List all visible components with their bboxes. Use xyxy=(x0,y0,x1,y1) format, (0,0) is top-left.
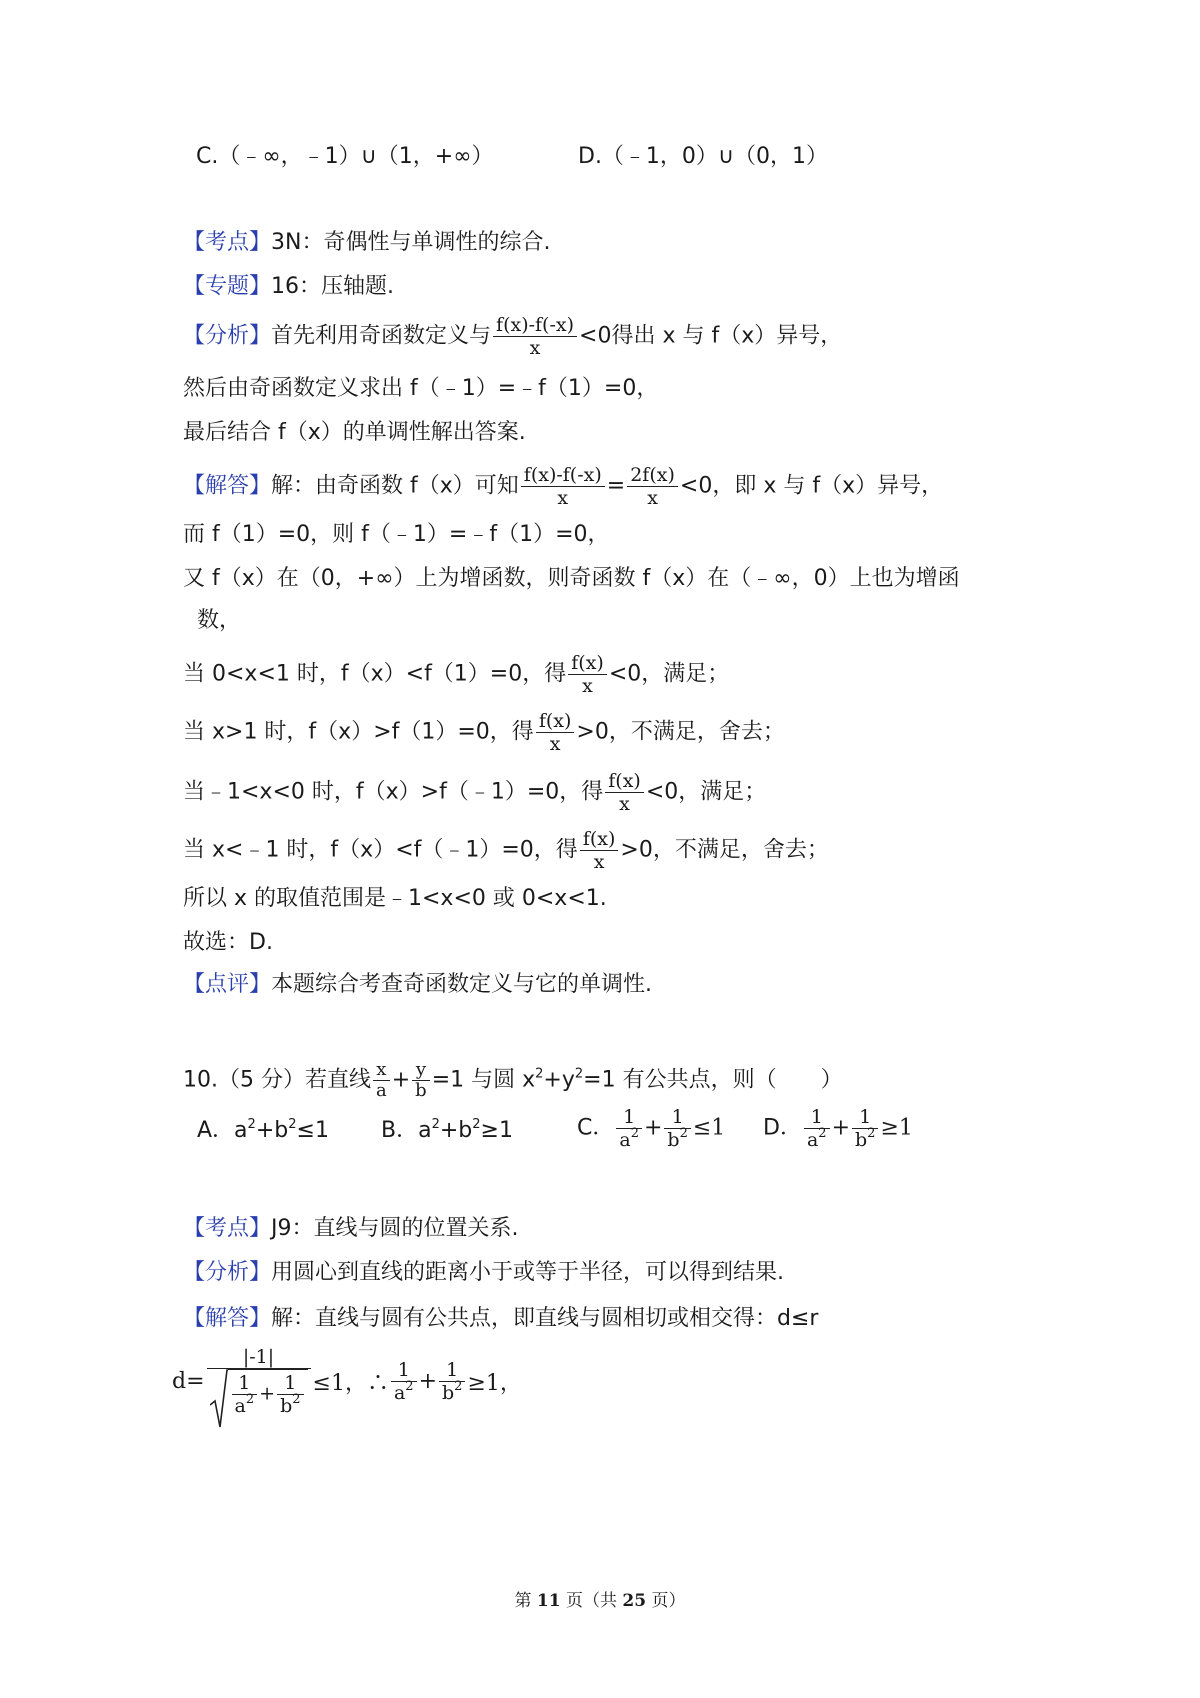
fraction-denominator: x xyxy=(529,337,541,359)
fraction-denominator: x xyxy=(549,733,561,755)
fenxi-line-2: 然后由奇函数定义求出 f（﹣1）=﹣f（1）=0， xyxy=(183,376,659,401)
option-text: +b xyxy=(255,1118,289,1143)
fraction-fx-over-x xyxy=(605,770,644,815)
var-a: a xyxy=(619,1129,631,1151)
fraction-numerator: x xyxy=(373,1060,390,1081)
kaodian-line xyxy=(183,228,550,258)
case-4 xyxy=(183,828,829,873)
q10-kaodian-line xyxy=(183,1214,519,1244)
exponent: 2 xyxy=(818,1126,827,1141)
option-d-prev: D.（﹣1，0）∪（0，1） xyxy=(578,144,829,169)
fraction-2fx xyxy=(627,464,678,509)
fraction-denominator: a xyxy=(375,1080,387,1101)
page-footer xyxy=(0,1586,1200,1611)
case-text: 当 x<﹣1 时，f（x）<f（﹣1）=0，得 xyxy=(183,837,578,863)
jieda-tag: 【解答】 xyxy=(183,473,272,499)
fraction-denominator: x xyxy=(593,851,605,873)
plus-sign: + xyxy=(259,1382,276,1405)
case-text: 当 0<x<1 时，f（x）<f（1）=0，得 xyxy=(183,661,567,687)
fenxi-line-3: 最后结合 f（x）的单调性解出答案. xyxy=(183,420,526,445)
radicand xyxy=(228,1369,308,1417)
fraction-numerator: f(x) xyxy=(605,770,644,793)
footer-text: 第 xyxy=(514,1591,537,1611)
fraction-numerator: f(x) xyxy=(580,828,619,851)
fraction-1-over-b2 xyxy=(664,1106,690,1151)
case-text: 当﹣1<x<0 时，f（x）>f（﹣1）=0，得 xyxy=(183,779,604,805)
exponent: 2 xyxy=(245,1392,255,1407)
case-result: <0，满足； xyxy=(608,661,730,687)
exponent: 2 xyxy=(630,1126,639,1141)
square-root xyxy=(210,1369,308,1417)
q10-option-d xyxy=(763,1106,913,1151)
var-b: b xyxy=(855,1129,868,1151)
fraction-denominator xyxy=(391,1379,417,1404)
exponent: 2 xyxy=(454,1379,463,1394)
fraction-numerator: 1 xyxy=(439,1359,465,1382)
end-text: ≥1， xyxy=(467,1371,522,1396)
jieda-text: 解：直线与圆有公共点，即直线与圆相切或相交得：d≤r xyxy=(271,1306,819,1331)
fraction-1-over-a2 xyxy=(391,1359,417,1404)
option-text: ≤1 xyxy=(296,1118,329,1143)
case-2 xyxy=(183,710,785,755)
fraction-denominator xyxy=(664,1126,690,1151)
q10-option-c xyxy=(577,1106,725,1151)
fraction-y-over-b xyxy=(412,1060,430,1101)
page-total: 25 xyxy=(622,1591,647,1611)
choose-line: 故选：D. xyxy=(183,930,273,955)
option-text: ≥1 xyxy=(480,1118,513,1143)
zhuanti-line xyxy=(183,272,394,302)
exponent: 2 xyxy=(574,1066,584,1082)
fraction-denominator xyxy=(277,1392,303,1417)
var-b: b xyxy=(280,1395,293,1417)
dianping-tag: 【点评】 xyxy=(183,972,272,997)
var-b: b xyxy=(667,1129,680,1151)
fenxi-text-b: <0得出 x 与 f（x）异号， xyxy=(579,323,843,349)
result-line: 所以 x 的取值范围是﹣1<x<0 或 0<x<1. xyxy=(183,886,607,911)
q10-stem-b: =1 与圆 x xyxy=(431,1067,536,1093)
q10-option-a xyxy=(197,1116,329,1146)
fraction-denominator xyxy=(439,1379,465,1404)
q10-stem-c: +y xyxy=(543,1067,575,1093)
q10-stem-a: 10.（5 分）若直线 xyxy=(183,1067,371,1093)
exponent: 2 xyxy=(431,1117,440,1132)
solution-line-3b: 数， xyxy=(197,608,242,633)
kaodian-tag: 【考点】 xyxy=(183,230,272,255)
fraction-denominator xyxy=(207,1369,311,1417)
var-a: a xyxy=(234,1395,246,1417)
zhuanti-tag: 【专题】 xyxy=(183,274,272,299)
geq-one: ≥1 xyxy=(880,1115,913,1141)
exponent: 2 xyxy=(472,1117,481,1132)
distance-formula xyxy=(172,1346,522,1417)
kaodian-text: J9：直线与圆的位置关系. xyxy=(271,1216,519,1241)
fraction-1-over-b2 xyxy=(852,1106,878,1151)
fraction-fx-over-x xyxy=(580,828,619,873)
var-a: a xyxy=(806,1129,819,1151)
fraction-numerator: 1 xyxy=(277,1372,303,1395)
fraction-denominator xyxy=(852,1126,878,1151)
solution-line-3a: 又 f（x）在（0，+∞）上为增函数，则奇函数 f（x）在（﹣∞，0）上也为增函 xyxy=(183,566,960,591)
fraction-denominator: b xyxy=(415,1080,427,1101)
case-result: >0，不满足，舍去； xyxy=(620,837,829,863)
fraction-denominator xyxy=(804,1126,830,1151)
fraction-numerator: |-1| xyxy=(207,1346,311,1369)
fraction-numerator: y xyxy=(412,1060,430,1081)
var-a: a xyxy=(393,1382,406,1404)
page-number: 11 xyxy=(536,1591,561,1611)
fraction-numerator: 1 xyxy=(804,1106,830,1129)
case-text: 当 x>1 时，f（x）>f（1）=0，得 xyxy=(183,719,534,745)
dianping-line xyxy=(183,970,652,1000)
kaodian-tag: 【考点】 xyxy=(183,1216,272,1241)
fraction-1-over-a2 xyxy=(804,1106,830,1151)
plus-sign: + xyxy=(831,1115,850,1141)
jieda-line xyxy=(183,464,943,509)
option-c-prev: C.（﹣∞，﹣1）∪（1，+∞） xyxy=(196,144,494,169)
fraction-denominator: x xyxy=(582,675,593,697)
fraction-denominator xyxy=(232,1392,258,1417)
fenxi-text: 用圆心到直线的距离小于或等于半径，可以得到结果. xyxy=(271,1260,785,1285)
fraction-numerator: 1 xyxy=(616,1106,642,1129)
fraction-numerator: 1 xyxy=(232,1372,258,1395)
fraction-numerator: 1 xyxy=(852,1106,878,1129)
fenxi-tag: 【分析】 xyxy=(183,323,272,349)
fraction-fx-over-x xyxy=(536,710,575,755)
fraction-numerator: f(x)-f(-x) xyxy=(493,314,577,337)
fraction-denominator: x xyxy=(619,793,630,815)
fraction-1-over-b2 xyxy=(277,1372,303,1417)
fraction-numerator: f(x)-f(-x) xyxy=(521,464,605,487)
leq-one: ≤1 xyxy=(692,1115,726,1141)
plus-sign: + xyxy=(643,1115,663,1141)
case-result: >0，不满足，舍去； xyxy=(576,719,785,745)
q10-stem-d: =1 有公共点，则（ ） xyxy=(583,1067,843,1093)
option-text: +b xyxy=(439,1118,473,1143)
exponent: 2 xyxy=(288,1117,297,1132)
fraction-denominator: x xyxy=(647,487,658,509)
fraction-numerator: 1 xyxy=(664,1106,690,1129)
fraction-1-over-a2 xyxy=(616,1106,642,1151)
fraction-numerator: 2f(x) xyxy=(627,464,678,487)
plus-sign: + xyxy=(391,1067,411,1093)
case-result: <0，满足； xyxy=(645,779,767,805)
exponent: 2 xyxy=(535,1066,544,1082)
exponent: 2 xyxy=(867,1126,876,1141)
fraction-1-over-a2 xyxy=(232,1372,258,1417)
q10-option-b xyxy=(381,1116,513,1146)
fraction-fx-over-x xyxy=(568,652,607,697)
fenxi-line xyxy=(183,314,842,359)
footer-text: 页） xyxy=(646,1591,686,1611)
fraction-denominator xyxy=(616,1126,642,1151)
fraction-numerator: 1 xyxy=(391,1359,417,1382)
exponent: 2 xyxy=(405,1379,414,1394)
q10-stem xyxy=(183,1060,843,1101)
fraction-odd-diff xyxy=(493,314,577,359)
fraction-x-over-a xyxy=(373,1060,390,1101)
jieda-text-b: <0，即 x 与 f（x）异号， xyxy=(679,473,944,499)
q10-jieda-line xyxy=(183,1304,818,1334)
fraction-odd-diff-2 xyxy=(521,464,605,509)
d-equals: d= xyxy=(172,1369,205,1394)
exponent: 2 xyxy=(247,1117,256,1132)
solution-line-2: 而 f（1）=0，则 f（﹣1）=﹣f（1）=0， xyxy=(183,522,610,547)
jieda-tag: 【解答】 xyxy=(183,1306,272,1331)
fraction-distance xyxy=(207,1346,311,1417)
option-text: A．a xyxy=(197,1118,248,1143)
radical-sign-icon xyxy=(210,1369,228,1429)
case-3 xyxy=(183,770,766,815)
option-label: C． xyxy=(577,1115,615,1141)
fraction-numerator: f(x) xyxy=(568,652,607,675)
var-b: b xyxy=(442,1382,455,1404)
plus-sign: + xyxy=(418,1369,437,1394)
zhuanti-text: 16：压轴题. xyxy=(271,274,395,299)
exponent: 2 xyxy=(292,1392,301,1407)
fraction-numerator: f(x) xyxy=(536,710,575,733)
exponent: 2 xyxy=(679,1126,688,1141)
fraction-denominator: x xyxy=(557,487,569,509)
dianping-text: 本题综合考查奇函数定义与它的单调性. xyxy=(271,972,653,997)
fenxi-text-a: 首先利用奇函数定义与 xyxy=(271,323,492,349)
q10-fenxi-line xyxy=(183,1258,784,1288)
after-distance: ≤1，∴ xyxy=(312,1371,389,1396)
fraction-1-over-b2 xyxy=(439,1359,465,1404)
option-text: B．a xyxy=(381,1118,432,1143)
option-label: D． xyxy=(763,1115,802,1141)
kaodian-text: 3N：奇偶性与单调性的综合. xyxy=(271,230,551,255)
case-1 xyxy=(183,652,729,697)
fenxi-tag: 【分析】 xyxy=(183,1260,272,1285)
footer-text: 页（共 xyxy=(560,1591,623,1611)
jieda-text-a: 解：由奇函数 f（x）可知 xyxy=(271,473,519,499)
equals-sign: = xyxy=(606,473,626,499)
